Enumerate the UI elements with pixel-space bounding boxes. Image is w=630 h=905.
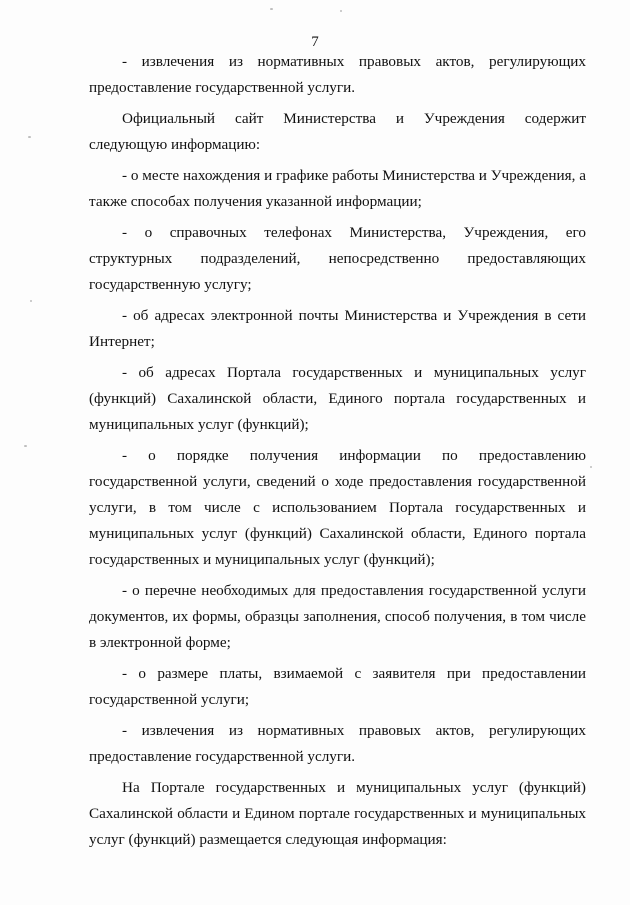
page-number: 7: [311, 34, 319, 50]
document-body: [89, 49, 586, 853]
paragraph: - о порядке получения информации по предоставлению государственной услуги, сведений о ходе предоставления государственной услуги, в том числе с использованием Портала государственных и муниципальных услуг (функций) Сахалинской области, Единого портала государственных и муниципальных услуг (функций);: [89, 447, 586, 568]
paragraph: Официальный сайт Министерства и Учреждения содержит следующую информацию:: [89, 110, 586, 153]
scan-speck: [28, 136, 31, 138]
scan-speck: [270, 8, 273, 10]
paragraph: На Портале государственных и муниципальных услуг (функций) Сахалинской области и Едином портале государственных и муниципальных услуг (функций) размещается следующая информация:: [89, 779, 586, 848]
paragraph: - извлечения из нормативных правовых актов, регулирующих предоставление государственной услуги.: [89, 53, 586, 96]
scan-speck: [24, 445, 27, 447]
paragraph: - извлечения из нормативных правовых актов, регулирующих предоставление государственной услуги.: [89, 722, 586, 765]
paragraph: - о перечне необходимых для предоставления государственной услуги документов, их формы, образцы заполнения, способ получения, в том числе в электронной форме;: [89, 582, 586, 651]
paragraph: - о справочных телефонах Министерства, Учреждения, его структурных подразделений, непосредственно предоставляющих государственную услугу;: [89, 224, 586, 293]
scan-speck: [590, 466, 592, 468]
paragraph: - об адресах Портала государственных и муниципальных услуг (функций) Сахалинской области, Единого портала государственных и муниципальных услуг (функций);: [89, 364, 586, 433]
scan-speck: [340, 10, 342, 12]
paragraph: - об адресах электронной почты Министерства и Учреждения в сети Интернет;: [89, 307, 586, 350]
scan-speck: [30, 300, 32, 302]
paragraph: - о размере платы, взимаемой с заявителя при предоставлении государственной услуги;: [89, 665, 586, 708]
paragraph: - о месте нахождения и графике работы Министерства и Учреждения, а также способах получения указанной информации;: [89, 167, 586, 210]
